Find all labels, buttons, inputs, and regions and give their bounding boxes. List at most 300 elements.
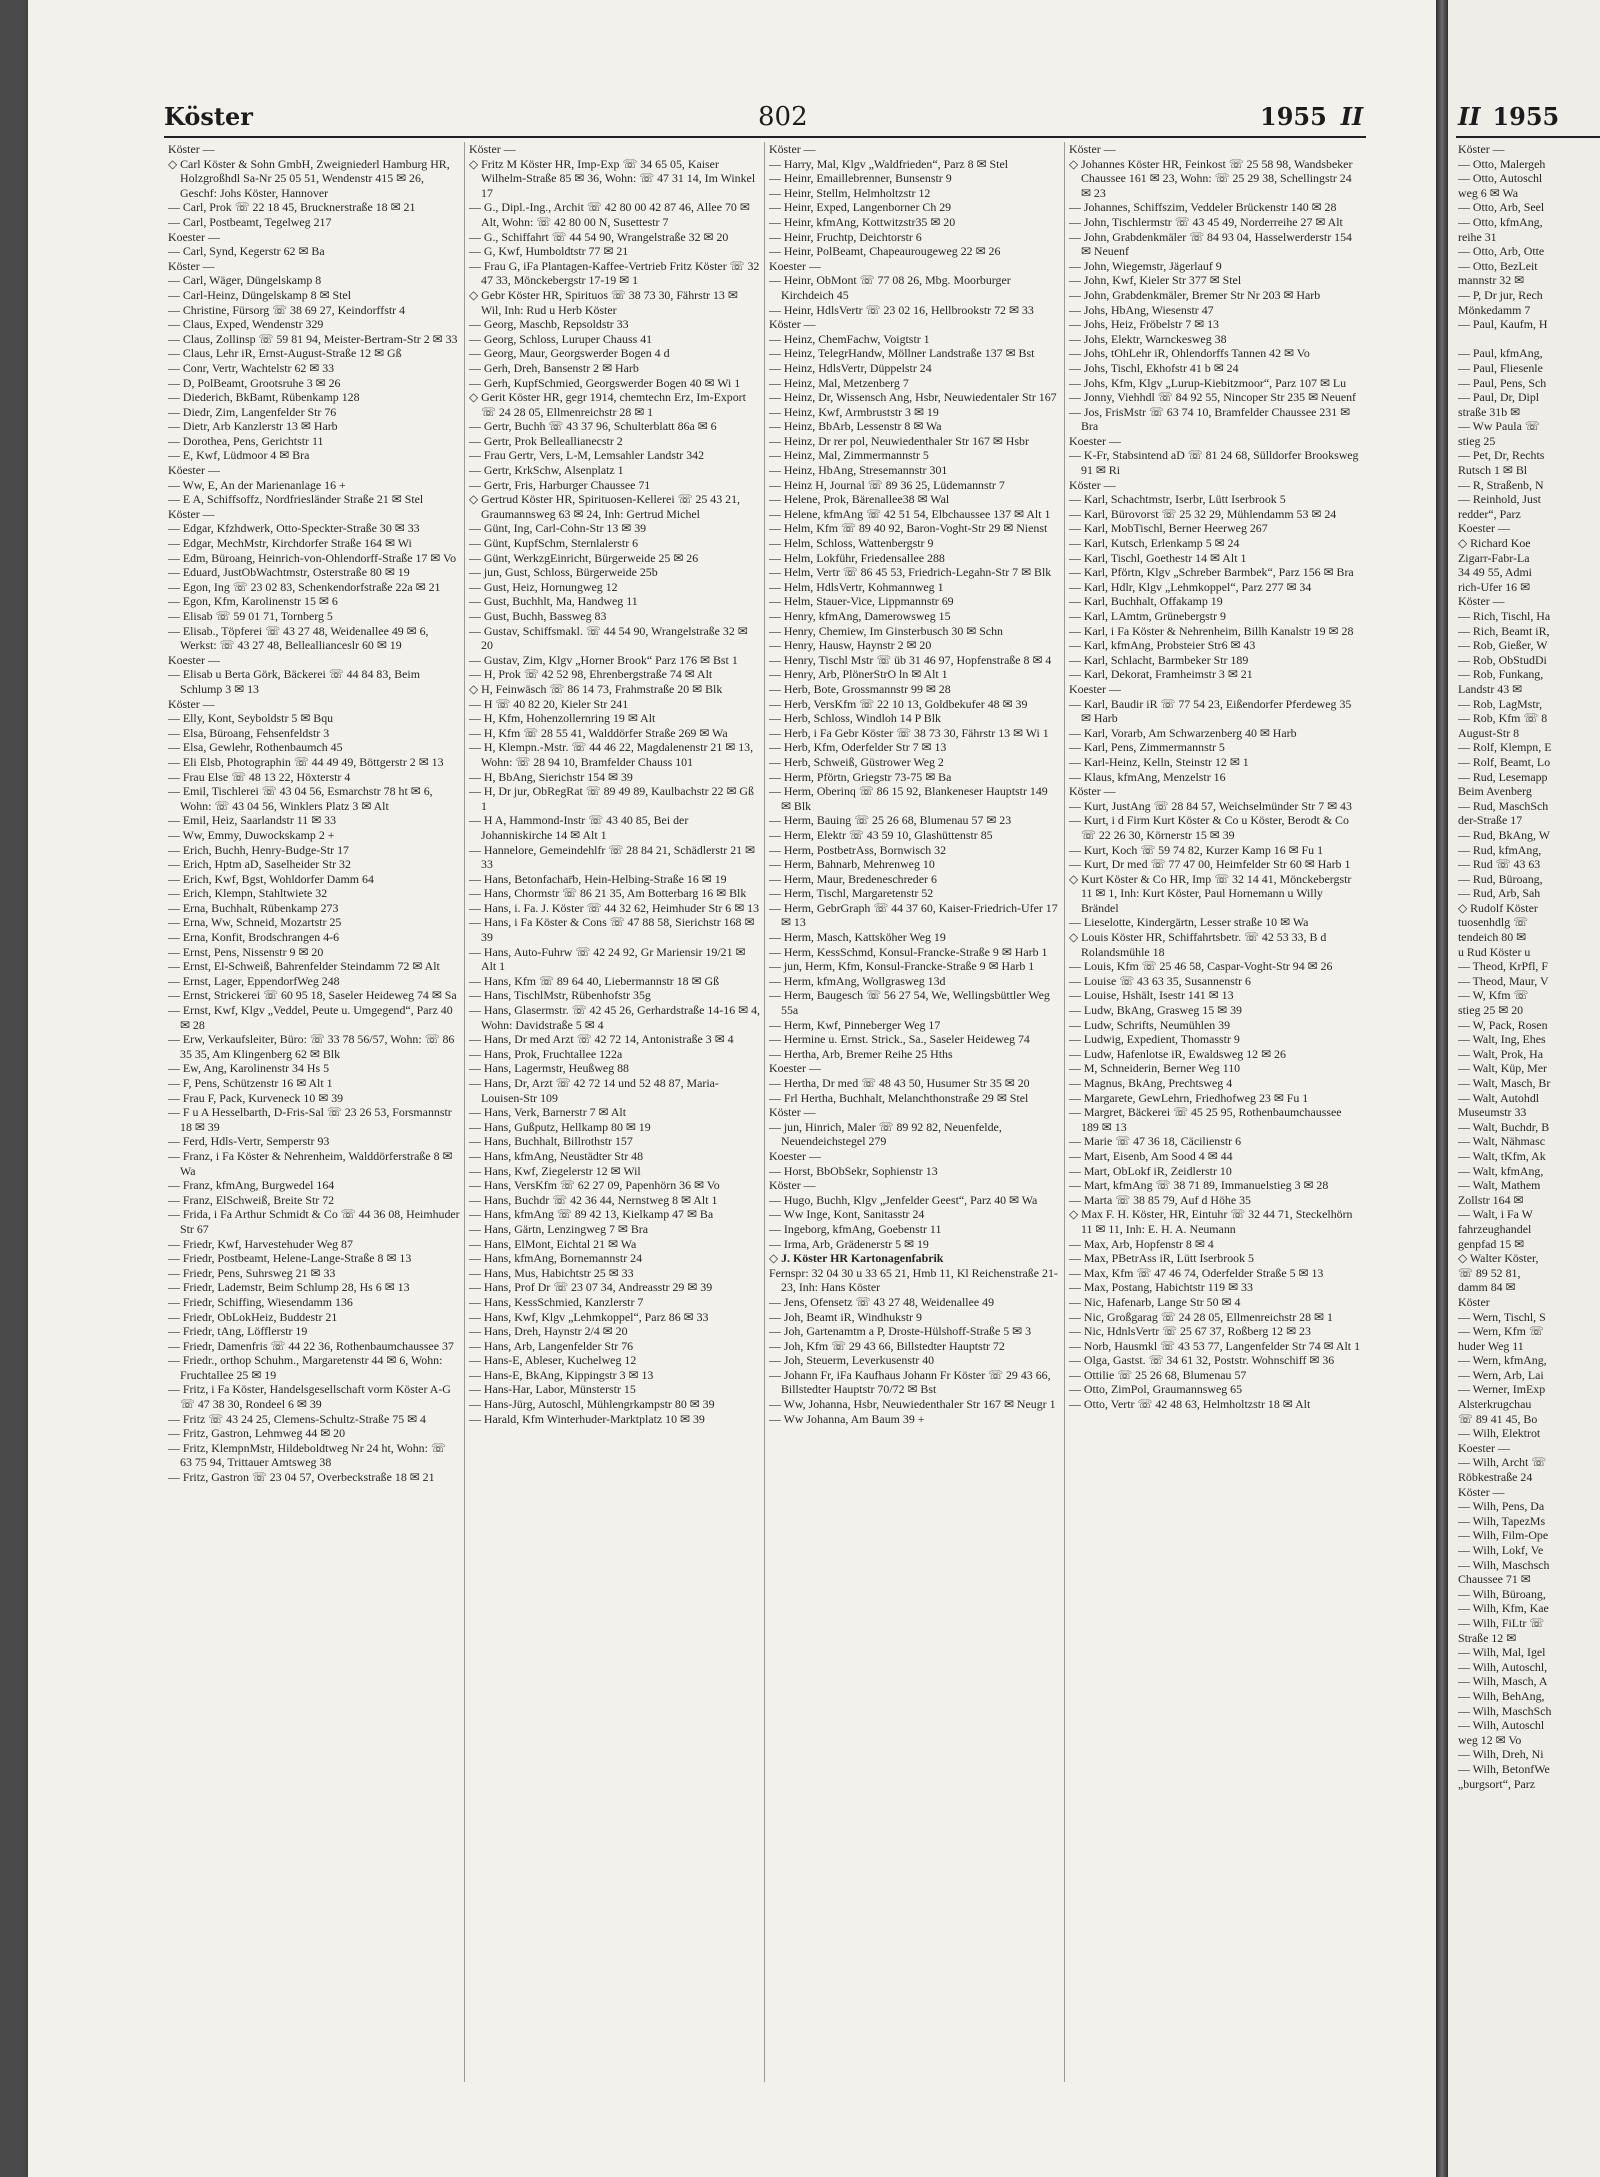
facing-entry <box>1458 332 1600 347</box>
facing-entry: — Wern, Arb, Lai <box>1458 1367 1544 1382</box>
facing-entry: — Walt, tKfm, Ak <box>1458 1148 1546 1163</box>
facing-entry: — Theod, KrPfl, F <box>1458 959 1548 974</box>
directory-entry: — Carl, Prok ☏ 22 18 45, Brucknerstraße 18 ✉ 21 <box>168 200 416 215</box>
directory-entry: — Heinz, Dr rer pol, Neuwiedenthaler Str 167 ✉ Hsbr <box>769 433 1029 448</box>
directory-entry: — John, Kwf, Kieler Str 377 ✉ Stel <box>1069 273 1242 288</box>
directory-entry: — Hans, Kfm ☏ 89 64 40, Liebermannstr 18 ✉ Gß <box>469 973 720 988</box>
directory-entry: — Hugo, Buchh, Klgv „Jenfelder Geest“, Parz 40 ✉ Wa <box>769 1192 1038 1207</box>
directory-entry: — Herm, kfmAng, Wollgrasweg 13d <box>769 973 946 988</box>
directory-entry: — Karl, Schlacht, Barmbeker Str 189 <box>1069 652 1249 667</box>
directory-entry: — Gertr, KrkSchw, Alsenplatz 1 <box>469 463 624 478</box>
directory-entry: — Ingeborg, kfmAng, Goebenstr 11 <box>769 1221 942 1236</box>
facing-entry: Alsterkrugchau <box>1458 1397 1532 1412</box>
facing-entry: Museumstr 33 <box>1458 1105 1527 1120</box>
facing-entry: — Rob, Gießer, W <box>1458 638 1548 653</box>
directory-entry: — Ludwig, Expedient, Thomasstr 9 <box>1069 1032 1240 1047</box>
directory-entry: — Herm, Maur, Bredeneschreder 6 <box>769 871 937 886</box>
directory-entry: — Erich, Klempn, Stahltwiete 32 <box>168 886 328 901</box>
facing-entry: „burgsort“, Parz <box>1458 1776 1536 1791</box>
directory-entry: — Karl, Bürovorst ☏ 25 32 29, Mühlendamm 53 ✉ 24 <box>1069 506 1337 521</box>
facing-entry: damm 84 ✉ <box>1458 1280 1516 1295</box>
directory-entry: — Klaus, kfmAng, Menzelstr 16 <box>1069 769 1226 784</box>
directory-entry: — Helm, Schloss, Wattenbergstr 9 <box>769 536 934 551</box>
directory-entry: — Heinz, Kwf, Armbruststr 3 ✉ 19 <box>769 404 939 419</box>
facing-entry: — Paul, Pens, Sch <box>1458 375 1547 390</box>
directory-entry: — Max, Arb, Hopfenstr 8 ✉ 4 <box>1069 1236 1214 1251</box>
directory-entry: — Karl, Kutsch, Erlenkamp 5 ✉ 24 <box>1069 536 1240 551</box>
directory-entry: Köster — <box>769 317 816 332</box>
directory-entry: — Helm, Stauer-Vice, Lippmannstr 69 <box>769 594 954 609</box>
directory-entry: — Elly, Kont, Seyboldstr 5 ✉ Bqu <box>168 711 334 726</box>
directory-entry: — Gerh, Dreh, Bansenstr 2 ✉ Harb <box>469 360 639 375</box>
directory-entry: — Günt, Ing, Carl-Cohn-Str 13 ✉ 39 <box>469 521 647 536</box>
facing-entry: — Wilh, Lokf, Ve <box>1458 1543 1544 1557</box>
facing-entry: — Rob, Kfm ☏ 8 <box>1458 711 1548 726</box>
facing-entry: — Wilh, Archt ☏ <box>1458 1455 1547 1470</box>
facing-entry: Koester — <box>1458 1440 1510 1455</box>
directory-entry: — Friedr, Postbeamt, Helene-Lange-Straße 8 ✉ 13 <box>168 1251 412 1266</box>
facing-page <box>1448 0 1600 2177</box>
directory-entry: Köster — <box>168 258 215 273</box>
directory-entry: — Marta ☏ 38 85 79, Auf d Höhe 35 <box>1069 1192 1251 1207</box>
facing-entry: — Wilh, Elektrot <box>1458 1426 1541 1441</box>
directory-entry: — Friedr, Lademstr, Beim Schlump 28, Hs 6 ✉ 13 <box>168 1280 410 1295</box>
facing-entry: — Wilh, Dreh, Ni <box>1458 1747 1544 1762</box>
directory-entry: — Karl, i Fa Köster & Nehrenheim, Billh Kanalstr 19 ✉ 28 <box>1069 623 1354 638</box>
facing-entry: Mönkedamm 7 <box>1458 302 1531 317</box>
directory-entry: — Ludw, Hafenlotse iR, Ewaldsweg 12 ✉ 26 <box>1069 1046 1286 1061</box>
facing-entry: — Rud ☏ 43 63 <box>1458 857 1541 872</box>
directory-entry: — H, Prok ☏ 42 52 98, Ehrenbergstraße 74 ✉ Alt <box>469 667 713 682</box>
directory-entry: — Heinz, Mal, Zimmermannstr 5 <box>769 448 929 463</box>
directory-entry: — Karl, Pförtn, Klgv „Schreber Barmbek“, Parz 156 ✉ Bra <box>1069 565 1354 580</box>
directory-entry: — Ww, Johanna, Hsbr, Neuwiedenthaler Str 167 ✉ Neugr 1 <box>769 1397 1056 1412</box>
facing-entry: — Reinhold, Just <box>1458 492 1541 507</box>
facing-entry: ☏ 89 41 45, Bo <box>1458 1411 1538 1426</box>
directory-entry: — Georg, Maur, Georgswerder Bogen 4 d <box>469 346 670 361</box>
facing-entry: — Werner, ImExp <box>1458 1382 1546 1397</box>
volume-roman: II <box>1340 102 1364 131</box>
directory-entry: — Ernst, Kwf, Klgv „Veddel, Peute u. Umgegend“, Parz 40 ✉ 28 <box>168 1003 453 1032</box>
directory-entry: — Margarete, GewLehrn, Friedhofweg 23 ✉ Fu 1 <box>1069 1090 1309 1105</box>
directory-entry: — Friedr., orthop Schuhm., Margaretenstr 44 ✉ 6, Wohn: Fruchtallee 25 ✉ 19 <box>168 1353 443 1382</box>
year-label: 1955 <box>1260 102 1327 131</box>
directory-entry: — Hans, Lagermstr, Heußweg 88 <box>469 1061 630 1076</box>
facing-entry: — Wilh, Film-Ope <box>1458 1528 1549 1543</box>
directory-entry: — Hans, Mus, Habichtstr 25 ✉ 33 <box>469 1265 634 1280</box>
directory-entry: — Diederich, BkBamt, Rübenkamp 128 <box>168 390 360 405</box>
directory-entry: Koester — <box>769 1061 821 1076</box>
facing-entry: — Rich, Tischl, Ha <box>1458 609 1551 623</box>
directory-entry: — Jonny, Viehhdl ☏ 84 92 55, Nincoper Str 235 ✉ Neuenf <box>1069 390 1356 405</box>
directory-entry: — Eduard, JustObWachtmstr, Osterstraße 80 ✉ 19 <box>168 565 410 580</box>
directory-entry: — Karl, Hdlr, Klgv „Lehmkoppel“, Parz 277 ✉ 34 <box>1069 579 1312 594</box>
directory-entry: — Karl, Dekorat, Framheimstr 3 ✉ 21 <box>1069 667 1253 682</box>
directory-entry: — Friedr, Pens, Suhrsweg 21 ✉ 33 <box>168 1265 336 1280</box>
directory-entry: — Hans, i Fa Köster & Cons ☏ 47 88 58, Sierichstr 168 ✉ 39 <box>469 915 755 945</box>
directory-entry: — Elsa, Büroang, Fehsenfeldstr 3 <box>168 725 330 740</box>
directory-entry: — Hans, Kwf, Klgv „Lehmkoppel“, Parz 86 ✉ 33 <box>469 1309 709 1324</box>
directory-entry: — Conr, Vertr, Wachtelstr 62 ✉ 33 <box>168 360 335 375</box>
directory-entry: — Christine, Fürsorg ☏ 38 69 27, Keindorffstr 4 <box>168 302 406 317</box>
facing-entry: u Rud Köster u <box>1458 944 1531 959</box>
directory-entry: — Heinr, Fruchtp, Deichtorstr 6 <box>769 229 922 244</box>
directory-entry: — Herm, KessSchmd, Konsul-Francke-Straße 9 ✉ Harb 1 <box>769 944 1048 959</box>
facing-entry: mannstr 32 ✉ <box>1458 273 1525 288</box>
directory-entry: — H, BbAng, Sierichstr 154 ✉ 39 <box>469 769 633 784</box>
directory-entry: — Herm, GebrGraph ☏ 44 37 60, Kaiser-Friedrich-Ufer 17 ✉ 13 <box>769 900 1058 930</box>
directory-entry: — Heinr, Stellm, Helmholtzstr 12 <box>769 185 931 200</box>
directory-entry: — Joh, Steuerm, Leverkusenstr 40 <box>769 1353 935 1368</box>
facing-entry: Chaussee 71 ✉ <box>1458 1572 1531 1587</box>
directory-entry: ◇ J. Köster HR Kartonagenfabrik <box>769 1251 944 1266</box>
directory-entry: — Johs, Tischl, Ekhofstr 41 b ✉ 24 <box>1069 360 1239 375</box>
directory-entry: — Hans, Glasermstr. ☏ 42 45 26, Gerhardstraße 14-16 ✉ 4, Wohn: Davidstraße 5 ✉ 4 <box>469 1003 760 1032</box>
facing-entry: — Rolf, Beamt, Lo <box>1458 754 1551 769</box>
directory-entry: — Mart, ObLokf iR, Zeidlerstr 10 <box>1069 1163 1232 1178</box>
directory-entry: — Karl, LAmtm, Grünebergstr 9 <box>1069 609 1226 623</box>
directory-entry: — Herm, Bauing ☏ 25 26 68, Blumenau 57 ✉ 23 <box>769 813 1012 828</box>
facing-entry: 34 49 55, Admi <box>1458 565 1532 580</box>
facing-entry: — Ww Paula ☏ <box>1458 419 1540 434</box>
facing-entry: Beim Avenberg <box>1458 784 1532 799</box>
directory-entry: — Erna, Ww, Schneid, Mozartstr 25 <box>168 915 342 930</box>
facing-entry: stieg 25 <box>1458 433 1496 448</box>
directory-entry: — Gertr, Buchh ☏ 43 37 96, Schulterblatt 86a ✉ 6 <box>469 419 717 434</box>
directory-entry: — Edm, Büroang, Heinrich-von-Ohlendorff-Straße 17 ✉ Vo <box>168 550 457 565</box>
book-gutter <box>1436 0 1448 2177</box>
facing-entry: August-Str 8 <box>1458 725 1520 740</box>
directory-entry: — Harry, Mal, Klgv „Waldfrieden“, Parz 8 ✉ Stel <box>769 156 1009 171</box>
directory-entry: — Herb, Bote, Grossmannstr 99 ✉ 28 <box>769 681 951 696</box>
directory-entry: — G., Dipl.-Ing., Archit ☏ 42 80 00 42 87 46, Allee 70 ✉ Alt, Wohn: ☏ 42 80 00 N, Susettestr 7 <box>469 200 750 229</box>
facing-entry: — Wern, kfmAng, <box>1458 1353 1547 1368</box>
directory-entry: — Hans, Dreh, Haynstr 2/4 ✉ 20 <box>469 1324 628 1339</box>
facing-entry: — Wilh, Masch, A <box>1458 1674 1548 1689</box>
directory-entry: — Eli Elsb, Photographin ☏ 44 49 49, Böttgerstr 2 ✉ 13 <box>168 754 444 769</box>
directory-entry: — Ernst, Lager, EppendorfWeg 248 <box>168 973 340 988</box>
facing-entry: — Wilh, Maschsch <box>1458 1557 1550 1572</box>
directory-entry: Koester — <box>168 652 220 667</box>
directory-entry: — Diedr, Zim, Langenfelder Str 76 <box>168 404 337 419</box>
facing-entry: — Theod, Maur, V <box>1458 973 1549 988</box>
directory-entry: — Hans, Auto-Fuhrw ☏ 42 24 92, Gr Mariensir 19/21 ✉ Alt 1 <box>469 944 746 974</box>
facing-entry: reihe 31 <box>1458 229 1497 244</box>
directory-entry: — Louise, Hshält, Isestr 141 ✉ 13 <box>1069 988 1234 1003</box>
directory-entry: — Hermine u. Ernst. Strick., Sa., Saseler Heideweg 74 <box>769 1032 1030 1047</box>
facing-entry: straße 31b ✉ <box>1458 404 1521 419</box>
directory-entry: — Claus, Exped, Wendenstr 329 <box>168 317 324 332</box>
directory-entry: — M, Schneiderin, Berner Weg 110 <box>1069 1061 1241 1076</box>
directory-entry: — Heinz H, Journal ☏ 89 36 25, Lüdemannstr 7 <box>769 477 1005 492</box>
directory-entry: — Nic, HdnlsVertr ☏ 25 67 37, Roßberg 12 ✉ 23 <box>1069 1324 1311 1339</box>
facing-entry: — Wern, Tischl, S <box>1458 1309 1546 1324</box>
facing-entry: — Otto, Arb, Otte <box>1458 244 1545 259</box>
directory-entry: — Fritz, i Fa Köster, Handelsgesellschaft vorm Köster A-G ☏ 47 38 30, Rondeel 6 ✉ 39 <box>168 1382 451 1412</box>
directory-entry: — Joh, Kfm ☏ 29 43 66, Billstedter Hauptstr 72 <box>769 1338 1005 1353</box>
directory-entry: — Karl, Buchhalt, Offakamp 19 <box>1069 594 1223 609</box>
directory-entry: — John, Grabdenkmäler, Bremer Str Nr 203 ✉ Harb <box>1069 287 1321 302</box>
facing-entry: — Walt, Buchdr, B <box>1458 1119 1550 1134</box>
directory-entry: — Hans, Dr med Arzt ☏ 42 72 14, Antonistraße 3 ✉ 4 <box>469 1032 734 1047</box>
directory-entry: Köster — <box>769 1178 816 1193</box>
directory-entry: — Elisab., Töpferei ☏ 43 27 48, Weidenallee 49 ✉ 6, Werkst: ☏ 43 27 48, Belleallianceslr 60 ✉ 19 <box>168 623 429 653</box>
facing-entry: — Wern, Kfm ☏ <box>1458 1324 1544 1339</box>
directory-entry: — Frida, i Fa Arthur Schmidt & Co ☏ 44 36 08, Heimhuder Str 67 <box>168 1207 460 1236</box>
page-number: 802 <box>758 102 808 132</box>
directory-entry: — K-Fr, Stabsintend aD ☏ 81 24 68, Sülldorfer Brooksweg 91 ✉ Ri <box>1069 448 1359 478</box>
directory-entry: — H, Kfm, Hohenzollernring 19 ✉ Alt <box>469 711 656 726</box>
directory-entry: — Friedr, Schiffing, Wiesendamm 136 <box>168 1294 353 1309</box>
facing-entry: Köster <box>1458 1294 1490 1309</box>
directory-entry: ◇ Fritz M Köster HR, Imp-Exp ☏ 34 65 05, Kaiser Wilhelm-Straße 85 ✉ 36, Wohn: ☏ 47 31 14, Im Winkel 17 <box>469 156 756 200</box>
facing-entry: Köster — <box>1458 594 1505 609</box>
directory-entry: — F u A Hesselbarth, D-Fris-Sal ☏ 23 26 53, Forsmannstr 18 ✉ 39 <box>168 1105 452 1134</box>
directory-entry: — Ernst, El-Schweiß, Bahrenfelder Steindamm 72 ✉ Alt <box>168 959 440 974</box>
directory-entry: — Frl Hertha, Buchhalt, Melanchthonstraße 29 ✉ Stel <box>769 1090 1029 1105</box>
directory-entry: — Herm, Tischl, Margaretenstr 52 <box>769 886 934 901</box>
directory-entry: — Günt, KupfSchm, Sternlalerstr 6 <box>469 536 639 551</box>
facing-entry: — Rud, Arb, Sah <box>1458 886 1541 901</box>
directory-entry: — Fritz, Gastron ☏ 23 04 57, Overbeckstraße 18 ✉ 21 <box>168 1470 435 1485</box>
directory-entry: Fernspr: 32 04 30 u 33 65 21, Hmb 11, Kl Reichenstraße 21-23, Inh: Hans Köster <box>769 1265 1058 1295</box>
facing-entry: — Wilh, BehAng, <box>1458 1688 1545 1703</box>
facing-entry: — Otto, Arb, Seel <box>1458 200 1545 215</box>
directory-entry: Koester — <box>168 229 220 244</box>
directory-entry: — Ww Johanna, Am Baum 39 + <box>769 1411 925 1426</box>
facing-page-head <box>1458 102 1559 131</box>
facing-entry: ◇ Walter Köster, <box>1458 1251 1539 1266</box>
facing-entry: — Paul, Dr, Dipl <box>1458 390 1540 405</box>
directory-entry: — Max, PBetrAss iR, Lütt Iserbrook 5 <box>1069 1251 1254 1266</box>
facing-entry: — Walt, Masch, Br <box>1458 1076 1551 1090</box>
directory-entry: — Joh, Gartenamtm a P, Droste-Hülshoff-Straße 5 ✉ 3 <box>769 1324 1032 1339</box>
directory-entry: — G, Kwf, Humboldtstr 77 ✉ 21 <box>469 244 629 259</box>
directory-entry: — Egon, Ing ☏ 23 02 83, Schenkendorfstraße 22a ✉ 21 <box>168 579 441 594</box>
directory-entry: — Friedr, Kwf, Harvestehuder Weg 87 <box>168 1236 353 1251</box>
directory-entry: — Heinz, Mal, Metzenberg 7 <box>769 375 909 390</box>
directory-entry: — Karl, MobTischl, Berner Heerweg 267 <box>1069 521 1268 536</box>
directory-entry: — Elisab ☏ 59 01 71, Tornberg 5 <box>168 609 333 623</box>
facing-entry: Straße 12 ✉ <box>1458 1630 1517 1645</box>
directory-entry: — Fritz ☏ 43 24 25, Clemens-Schultz-Straße 75 ✉ 4 <box>168 1411 426 1426</box>
directory-entry: — Emil, Heiz, Saarlandstr 11 ✉ 33 <box>168 813 337 828</box>
directory-entry: — Erna, Buchhalt, Rübenkamp 273 <box>168 900 339 915</box>
directory-entry: — Helm, Vertr ☏ 86 45 53, Friedrich-Legahn-Str 7 ✉ Blk <box>769 565 1052 580</box>
facing-entry: — Wilh, Autoschl, <box>1458 1659 1548 1674</box>
directory-entry: — Hans-E, BkAng, Kippingstr 3 ✉ 13 <box>469 1367 654 1382</box>
directory-entry: — Hans, Chormstr ☏ 86 21 35, Am Botterbarg 16 ✉ Blk <box>469 886 747 901</box>
facing-entry: — W, Pack, Rosen <box>1458 1017 1548 1032</box>
directory-entry: — Herm, Pförtn, Griegstr 73-75 ✉ Ba <box>769 769 952 784</box>
directory-entry: — Otto, ZimPol, Graumannsweg 65 <box>1069 1382 1243 1397</box>
facing-entry: tendeich 80 ✉ <box>1458 930 1527 945</box>
directory-entry: — Herm, Baugesch ☏ 56 27 54, We, Wellingsbüttler Weg 55a <box>769 988 1050 1018</box>
directory-entry: — Marie ☏ 47 36 18, Cäcilienstr 6 <box>1069 1134 1242 1149</box>
directory-entry: — jun, Hinrich, Maler ☏ 89 92 82, Neuenfelde, Neuendeichstegel 279 <box>769 1119 1002 1149</box>
facing-entry: — Rud, MaschSch <box>1458 798 1549 813</box>
directory-entry: — Georg, Maschb, Repsoldstr 33 <box>469 317 629 332</box>
directory-entry: — Johs, Kfm, Klgv „Lurup-Kiebitzmoor“, Parz 107 ✉ Lu <box>1069 375 1347 390</box>
directory-entry: — Hans, Prok, Fruchtallee 122a <box>469 1046 623 1061</box>
directory-entry: — Olga, Gastst. ☏ 34 61 32, Poststr. Wohnschiff ✉ 36 <box>1069 1353 1335 1368</box>
facing-entry: — Rob, ObStudDi <box>1458 652 1547 667</box>
directory-entry: — Hans, Betonfachar̈b, Hein-Helbing-Straße 16 ✉ 19 <box>469 871 727 886</box>
facing-entry: Zigarr-Fabr-La <box>1458 550 1530 565</box>
directory-entry: — Heinz, TelegrHandw, Möllner Landstraße 137 ✉ Bst <box>769 346 1035 361</box>
facing-entry: — Wilh, Kfm, Kae <box>1458 1601 1549 1616</box>
facing-entry: — Walt, Ing, Ehes <box>1458 1032 1546 1047</box>
directory-entry: — Carl, Postbeamt, Tegelweg 217 <box>168 214 332 229</box>
directory-entry: — jun, Herm, Kfm, Konsul-Francke-Straße 9 ✉ Harb 1 <box>769 959 1035 974</box>
directory-entry: — Ludw, BkAng, Grasweg 15 ✉ 39 <box>1069 1003 1242 1018</box>
directory-page <box>28 0 1436 2177</box>
directory-entry: — Fritz, Gastron, Lehmweg 44 ✉ 20 <box>168 1426 346 1441</box>
facing-entry: — Walt, Autohdl <box>1458 1090 1540 1105</box>
column-1 <box>164 142 464 2082</box>
directory-entry: — Herm, Kwf, Pinneberger Weg 17 <box>769 1017 941 1032</box>
facing-entry: der-Straße 17 <box>1458 813 1523 828</box>
directory-entry: — Karl, Pens, Zimmermannstr 5 <box>1069 740 1225 755</box>
directory-entry: — Carl, Wäger, Düngelskamp 8 <box>168 273 322 288</box>
directory-entry: — Hans, Gußputz, Hellkamp 80 ✉ 19 <box>469 1119 651 1134</box>
directory-entry: — Herm, Elektr ☏ 43 59 10, Glashüttenstr 85 <box>769 827 993 842</box>
column-2 <box>464 142 764 2082</box>
facing-entry: — R, Straßenb, N <box>1458 477 1544 492</box>
directory-entry: Köester — <box>168 463 220 478</box>
directory-entry: — Nic, Großgarag ☏ 24 28 05, Ellmenreichstr 28 ✉ 1 <box>1069 1309 1333 1324</box>
directory-entry: — Frau F, Pack, Kurveneck 10 ✉ 39 <box>168 1090 344 1105</box>
directory-entry: — Otto, Vertr ☏ 42 48 63, Helmholtzstr 18 ✉ Alt <box>1069 1397 1311 1412</box>
directory-entry: — Helm, HdlsVertr, Kohmannweg 1 <box>769 579 944 594</box>
directory-entry: — Franz, kfmAng, Burgwedel 164 <box>168 1178 335 1193</box>
facing-entry: Rutsch 1 ✉ Bl <box>1458 463 1528 478</box>
directory-entry: — John, Tischlermstr ☏ 43 45 49, Norderreihe 27 ✉ Alt <box>1069 214 1343 229</box>
directory-entry: — Hans, KessSchmied, Kanzlerstr 7 <box>469 1294 644 1309</box>
facing-entry: — Rud, BkAng, W <box>1458 827 1550 842</box>
directory-entry: — Heinz, Dr, Wissensch Ang, Hsbr, Neuwiedentaler Str 167 <box>769 390 1057 405</box>
directory-entry: — Erw, Verkaufsleiter, Büro: ☏ 33 78 56/57, Wohn: ☏ 86 35 35, Am Klingenberg 62 ✉ Blk <box>168 1032 455 1061</box>
directory-entry: — E, Kwf, Lüdmoor 4 ✉ Bra <box>168 448 310 463</box>
facing-entry: — Wilh, MaschSch <box>1458 1703 1552 1718</box>
directory-entry: — Erich, Hptm aD, Saselheider Str 32 <box>168 857 351 872</box>
directory-entry: — Emil, Tischlerei ☏ 43 04 56, Esmarchstr 78 ht ✉ 6, Wohn: ☏ 43 04 56, Winklers Platz 3 ✉ Alt <box>168 784 433 813</box>
directory-entry: — Horst, BbObSekr, Sophienstr 13 <box>769 1163 938 1178</box>
facing-entry: — Walt, Küp, Mer <box>1458 1061 1547 1076</box>
directory-entry: — Carl, Synd, Kegerstr 62 ✉ Ba <box>168 244 325 259</box>
directory-entry: — Hans, Buchdr ☏ 42 36 44, Nernstweg 8 ✉ Alt 1 <box>469 1192 718 1207</box>
directory-entry: — Heinr, PolBeamt, Chapeaurougeweg 22 ✉ 26 <box>769 244 1001 259</box>
directory-entry: ◇ Gertrud Köster HR, Spirituosen-Kellerei ☏ 25 43 21, Graumannsweg 63 ✉ 24, Inh: Gertrud Michel <box>469 492 741 521</box>
directory-entry: — Elsa, Gewlehr, Rothenbaumch 45 <box>168 740 343 755</box>
directory-entry: Köster — <box>168 696 215 711</box>
facing-entry: — Paul, Fliesenle <box>1458 360 1543 375</box>
directory-entry: — Dorothea, Pens, Gerichtstr 11 <box>168 433 324 448</box>
directory-entry: Köster — <box>168 506 215 521</box>
directory-entry: — Ernst, Strickerei ☏ 60 95 18, Saseler Heideweg 74 ✉ Sa <box>168 988 457 1003</box>
facing-entry: — Wilh, TapezMs <box>1458 1513 1546 1528</box>
facing-entry: Landstr 43 ✉ <box>1458 681 1523 696</box>
directory-entry: — G., Schiffahrt ☏ 44 54 90, Wrangelstraße 32 ✉ 20 <box>469 229 729 244</box>
facing-year: 1955 <box>1492 102 1560 131</box>
directory-entry: — Jens, Ofensetz ☏ 43 27 48, Weidenallee 49 <box>769 1294 995 1309</box>
facing-entry: ◇ Richard Koe <box>1458 536 1531 551</box>
directory-entry: Koester — <box>1069 681 1121 696</box>
directory-entry: — Edgar, MechMstr, Kirchdorfer Straße 164 ✉ Wi <box>168 536 412 551</box>
directory-entry: — Ww, Emmy, Duwockskamp 2 + <box>168 827 335 842</box>
directory-entry: — Hans, Verk, Barnerstr 7 ✉ Alt <box>469 1105 627 1120</box>
facing-entry: — Rich, Beamt iR, <box>1458 623 1550 638</box>
directory-entry: — Edgar, Kfzhdwerk, Otto-Speckter-Straße 30 ✉ 33 <box>168 521 420 536</box>
facing-entry: — W, Kfm ☏ <box>1458 988 1529 1003</box>
directory-entry: — Gertr, Prok Belleallianecstr 2 <box>469 433 623 448</box>
directory-entry: — Johs, Heiz, Fröbelstr 7 ✉ 13 <box>1069 317 1219 332</box>
directory-entry: — Louise ☏ 43 63 35, Susannenstr 6 <box>1069 973 1251 988</box>
directory-entry: — Hans-E, Ableser, Kuchelweg 12 <box>469 1353 637 1368</box>
directory-entry: — Heinr, Exped, Langenborner Ch 29 <box>769 200 952 215</box>
running-head-name: Köster <box>164 102 253 131</box>
facing-entry: Köster — <box>1458 142 1505 156</box>
facing-entry: weg 6 ✉ Wa <box>1458 185 1518 200</box>
facing-entry: — Walt, kfmAng, <box>1458 1163 1544 1178</box>
facing-entry: — Paul, Kaufm, H <box>1458 317 1548 332</box>
directory-entry: Koester — <box>769 258 821 273</box>
directory-entry: — Hans, Gärtn, Lenzingweg 7 ✉ Bra <box>469 1221 649 1236</box>
facing-entry: — Rud, Büroang, <box>1458 871 1543 886</box>
directory-entry: — Franz, i Fa Köster & Nehrenheim, Walddörferstraße 8 ✉ Wa <box>168 1148 453 1178</box>
directory-entry: — Hans, Prof Dr ☏ 23 07 34, Andreasstr 29 ✉ 39 <box>469 1280 713 1295</box>
directory-entry: — Georg, Schloss, Luruper Chauss 41 <box>469 331 653 346</box>
directory-entry: — Mart, Eisenb, Am Sood 4 ✉ 44 <box>1069 1148 1233 1163</box>
directory-entry: — Heinz, HdlsVertr, Düppelstr 24 <box>769 360 932 375</box>
directory-entry: — Margret, Bäckerei ☏ 45 25 95, Rothenbaumchaussee 189 ✉ 13 <box>1069 1105 1342 1134</box>
directory-entry: — jun, Gust, Schloss, Bürgerweide 25b <box>469 565 658 580</box>
directory-entry: ◇ Kurt Köster & Co HR, Imp ☏ 32 14 41, Mönckebergstr 11 ✉ 1, Inh: Kurt Köster, Paul Hornemann u Willy Brändel <box>1069 871 1352 915</box>
facing-entry: stieg 25 ✉ 20 <box>1458 1003 1524 1018</box>
running-head-year <box>1260 102 1363 131</box>
directory-entry: — Henry, Arb, PlönerStrO ln ✉ Alt 1 <box>769 667 948 682</box>
directory-entry: — John, Wiegemstr, Jägerlauf 9 <box>1069 258 1222 273</box>
facing-header-rule <box>1456 136 1600 138</box>
facing-entry: — Rob, LagMstr, <box>1458 696 1543 711</box>
directory-entry: — Irma, Arb, Grädenerstr 5 ✉ 19 <box>769 1236 929 1251</box>
directory-entry: Köster — <box>769 1105 816 1120</box>
directory-entry: — Günt, WerkzgEinricht, Bürgerweide 25 ✉ 26 <box>469 550 699 565</box>
facing-entry: — Rud, Lesemapp <box>1458 769 1548 784</box>
column-3 <box>764 142 1064 2082</box>
directory-entry: — Herm, Bahnarb, Mehrenweg 10 <box>769 857 935 872</box>
directory-entry: — Johs, tOhLehr iR, Ohlendorffs Tannen 42 ✉ Vo <box>1069 346 1310 361</box>
directory-entry: — Ernst, Pens, Nissenstr 9 ✉ 20 <box>168 944 324 959</box>
facing-entry: huder Weg 11 <box>1458 1338 1524 1353</box>
directory-entry: — Gustav, Schiffsmakl. ☏ 44 54 90, Wrangelstraße 32 ✉ 20 <box>469 623 748 653</box>
directory-entry: — Hans, kfmAng ☏ 89 42 13, Kielkamp 47 ✉ Ba <box>469 1207 714 1222</box>
directory-entry: — Hans-Har, Labor, Münsterstr 15 <box>469 1382 636 1397</box>
directory-entry: — Erich, Buchh, Henry-Budge-Str 17 <box>168 842 349 857</box>
facing-entry: — Otto, kfmAng, <box>1458 214 1543 229</box>
directory-entry: — Fritz, KlempnMstr, Hildeboldtweg Nr 24 ht, Wohn: ☏ 63 75 94, Trittauer Amtsweg 38 <box>168 1440 446 1470</box>
directory-entry: — Ww Inge, Kont, Sanitasstr 24 <box>769 1207 925 1222</box>
directory-entry: — Louis, Kfm ☏ 25 46 58, Caspar-Voght-Str 94 ✉ 26 <box>1069 959 1333 974</box>
directory-entry: — Hertha, Dr med ☏ 48 43 50, Husumer Str 35 ✉ 20 <box>769 1076 1030 1090</box>
directory-entry: — Heinz, ChemFachw, Voigtstr 1 <box>769 331 930 346</box>
facing-entry: — Rolf, Klempn, E <box>1458 740 1552 755</box>
directory-entry: — Henry, kfmAng, Damerowsweg 15 <box>769 609 951 623</box>
header-rule <box>164 136 1366 138</box>
directory-entry: — Gust, Buchh, Bassweg 83 <box>469 609 607 623</box>
directory-entry: — Heinz, HbAng, Stresemannstr 301 <box>769 463 948 478</box>
directory-entry: — Joh, Beamt iR, Windhukstr 9 <box>769 1309 922 1324</box>
